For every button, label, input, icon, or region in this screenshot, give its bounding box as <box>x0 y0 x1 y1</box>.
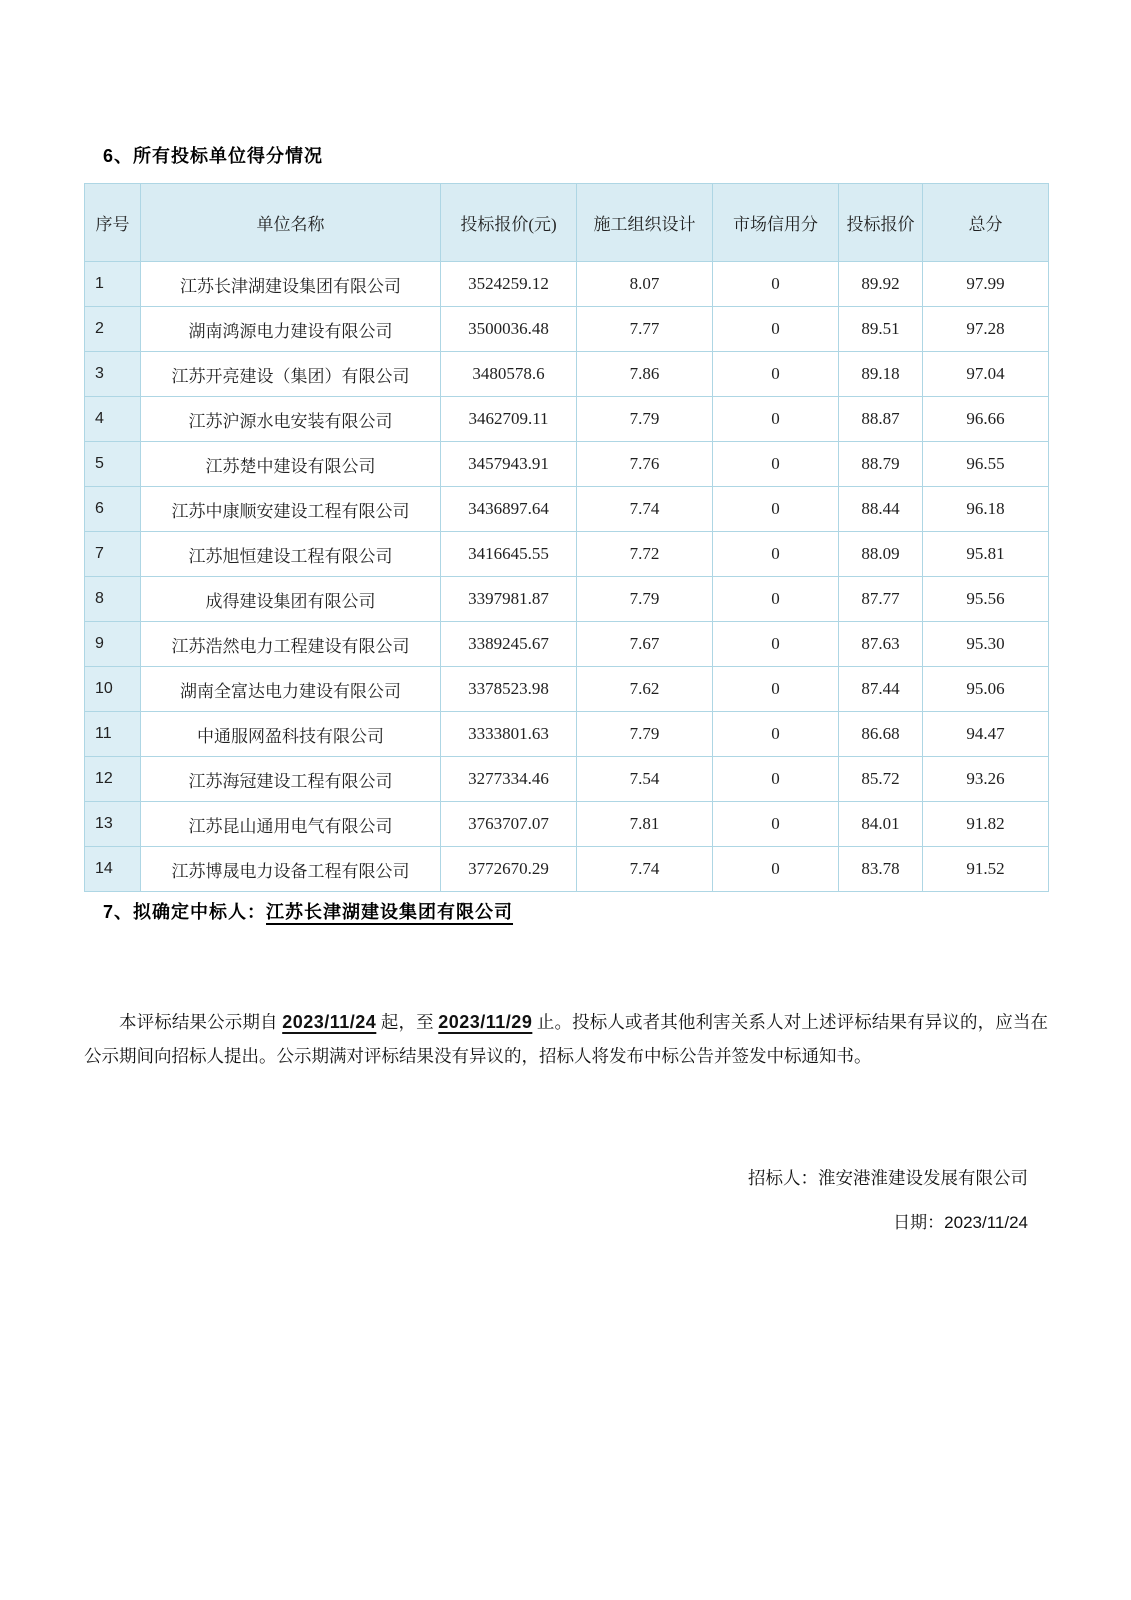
total-score: 95.06 <box>923 667 1049 712</box>
row-index: 5 <box>85 442 141 487</box>
col-credit-score: 市场信用分 <box>713 184 839 262</box>
market-credit-score: 0 <box>713 307 839 352</box>
col-company: 单位名称 <box>141 184 441 262</box>
company-name: 江苏旭恒建设工程有限公司 <box>141 532 441 577</box>
row-index: 13 <box>85 802 141 847</box>
total-score: 96.66 <box>923 397 1049 442</box>
bid-price: 3480578.6 <box>441 352 577 397</box>
total-score: 97.04 <box>923 352 1049 397</box>
bid-price: 3397981.87 <box>441 577 577 622</box>
table-row <box>85 802 1049 847</box>
table-row <box>85 352 1049 397</box>
bid-price: 3524259.12 <box>441 262 577 307</box>
bid-price-score: 89.92 <box>839 262 923 307</box>
table-row <box>85 847 1049 892</box>
construction-design-score: 7.76 <box>577 442 713 487</box>
row-index: 12 <box>85 757 141 802</box>
row-index: 1 <box>85 262 141 307</box>
company-name: 湖南全富达电力建设有限公司 <box>141 667 441 712</box>
bid-price-score: 87.44 <box>839 667 923 712</box>
col-bid-price: 投标报价(元) <box>441 184 577 262</box>
total-score: 97.28 <box>923 307 1049 352</box>
score-table <box>84 183 1049 892</box>
score-table-header <box>85 184 1049 262</box>
table-row <box>85 442 1049 487</box>
bid-price-score: 88.87 <box>839 397 923 442</box>
bid-price: 3416645.55 <box>441 532 577 577</box>
col-total-score: 总分 <box>923 184 1049 262</box>
row-index: 4 <box>85 397 141 442</box>
table-row <box>85 622 1049 667</box>
header-row <box>85 184 1049 262</box>
company-name: 江苏楚中建设有限公司 <box>141 442 441 487</box>
construction-design-score: 7.62 <box>577 667 713 712</box>
bid-price: 3277334.46 <box>441 757 577 802</box>
col-design-score: 施工组织设计 <box>577 184 713 262</box>
company-name: 江苏博晟电力设备工程有限公司 <box>141 847 441 892</box>
total-score: 91.52 <box>923 847 1049 892</box>
bid-price-score: 85.72 <box>839 757 923 802</box>
construction-design-score: 7.67 <box>577 622 713 667</box>
market-credit-score: 0 <box>713 442 839 487</box>
market-credit-score: 0 <box>713 577 839 622</box>
bid-price-score: 86.68 <box>839 712 923 757</box>
row-index: 14 <box>85 847 141 892</box>
bid-price: 3389245.67 <box>441 622 577 667</box>
section6-title: 6、所有投标单位得分情况 <box>103 146 324 166</box>
row-index: 11 <box>85 712 141 757</box>
table-row <box>85 397 1049 442</box>
total-score: 95.56 <box>923 577 1049 622</box>
company-name: 成得建设集团有限公司 <box>141 577 441 622</box>
company-name: 江苏浩然电力工程建设有限公司 <box>141 622 441 667</box>
company-name: 江苏中康顺安建设工程有限公司 <box>141 487 441 532</box>
construction-design-score: 7.81 <box>577 802 713 847</box>
construction-design-score: 7.74 <box>577 847 713 892</box>
score-table-body <box>85 262 1049 892</box>
market-credit-score: 0 <box>713 397 839 442</box>
total-score: 96.55 <box>923 442 1049 487</box>
notice-paragraph <box>84 1005 1048 1073</box>
table-row <box>85 307 1049 352</box>
bid-price: 3763707.07 <box>441 802 577 847</box>
company-name: 江苏昆山通用电气有限公司 <box>141 802 441 847</box>
construction-design-score: 8.07 <box>577 262 713 307</box>
table-row <box>85 532 1049 577</box>
market-credit-score: 0 <box>713 847 839 892</box>
company-name: 江苏沪源水电安装有限公司 <box>141 397 441 442</box>
construction-design-score: 7.54 <box>577 757 713 802</box>
tenderer-line: 招标人：淮安港淮建设发展有限公司 <box>748 1168 1028 1188</box>
market-credit-score: 0 <box>713 532 839 577</box>
bid-price-score: 88.79 <box>839 442 923 487</box>
market-credit-score: 0 <box>713 622 839 667</box>
bid-price: 3457943.91 <box>441 442 577 487</box>
bid-price-score: 87.63 <box>839 622 923 667</box>
company-name: 江苏海冠建设工程有限公司 <box>141 757 441 802</box>
construction-design-score: 7.79 <box>577 397 713 442</box>
total-score: 96.18 <box>923 487 1049 532</box>
section7-title <box>103 898 513 924</box>
notice-text: 起，至 <box>376 1012 439 1032</box>
notice-date: 2023/11/29 <box>438 1012 533 1032</box>
total-score: 95.81 <box>923 532 1049 577</box>
bid-price: 3333801.63 <box>441 712 577 757</box>
bid-price: 3436897.64 <box>441 487 577 532</box>
bid-price-score: 87.77 <box>839 577 923 622</box>
row-index: 8 <box>85 577 141 622</box>
notice-date: 2023/11/24 <box>282 1012 377 1032</box>
col-price-score: 投标报价 <box>839 184 923 262</box>
date-line: 日期：2023/11/24 <box>893 1213 1028 1232</box>
row-index: 10 <box>85 667 141 712</box>
table-row <box>85 757 1049 802</box>
construction-design-score: 7.86 <box>577 352 713 397</box>
bid-price-score: 89.51 <box>839 307 923 352</box>
bid-price: 3500036.48 <box>441 307 577 352</box>
row-index: 2 <box>85 307 141 352</box>
total-score: 94.47 <box>923 712 1049 757</box>
market-credit-score: 0 <box>713 757 839 802</box>
company-name: 湖南鸿源电力建设有限公司 <box>141 307 441 352</box>
construction-design-score: 7.72 <box>577 532 713 577</box>
table-row <box>85 487 1049 532</box>
company-name: 中通服网盈科技有限公司 <box>141 712 441 757</box>
col-index: 序号 <box>85 184 141 262</box>
row-index: 9 <box>85 622 141 667</box>
table-row <box>85 667 1049 712</box>
bid-price: 3772670.29 <box>441 847 577 892</box>
bid-price-score: 83.78 <box>839 847 923 892</box>
construction-design-score: 7.79 <box>577 577 713 622</box>
table-row <box>85 577 1049 622</box>
bid-price: 3378523.98 <box>441 667 577 712</box>
notice-text: 止。投标人或者其他利害关系人对上述评标结果有异议的，应当在公示期间向招标人提出。公示期满对评标结果没有异议的，招标人将发布中标公告并签发中标通知书。 <box>84 1012 1049 1066</box>
market-credit-score: 0 <box>713 487 839 532</box>
bid-price: 3462709.11 <box>441 397 577 442</box>
construction-design-score: 7.77 <box>577 307 713 352</box>
row-index: 6 <box>85 487 141 532</box>
table-row <box>85 262 1049 307</box>
bid-price-score: 84.01 <box>839 802 923 847</box>
winner-company-name: 江苏长津湖建设集团有限公司 <box>266 902 514 922</box>
total-score: 95.30 <box>923 622 1049 667</box>
market-credit-score: 0 <box>713 352 839 397</box>
bid-price-score: 88.09 <box>839 532 923 577</box>
market-credit-score: 0 <box>713 262 839 307</box>
row-index: 7 <box>85 532 141 577</box>
notice-text: 本评标结果公示期自 <box>119 1012 283 1032</box>
section7-label: 7、拟确定中标人： <box>103 902 267 922</box>
row-index: 3 <box>85 352 141 397</box>
market-credit-score: 0 <box>713 802 839 847</box>
bid-price-score: 88.44 <box>839 487 923 532</box>
construction-design-score: 7.79 <box>577 712 713 757</box>
company-name: 江苏开亮建设（集团）有限公司 <box>141 352 441 397</box>
bid-price-score: 89.18 <box>839 352 923 397</box>
table-row <box>85 712 1049 757</box>
construction-design-score: 7.74 <box>577 487 713 532</box>
market-credit-score: 0 <box>713 667 839 712</box>
company-name: 江苏长津湖建设集团有限公司 <box>141 262 441 307</box>
total-score: 91.82 <box>923 802 1049 847</box>
total-score: 93.26 <box>923 757 1049 802</box>
market-credit-score: 0 <box>713 712 839 757</box>
total-score: 97.99 <box>923 262 1049 307</box>
